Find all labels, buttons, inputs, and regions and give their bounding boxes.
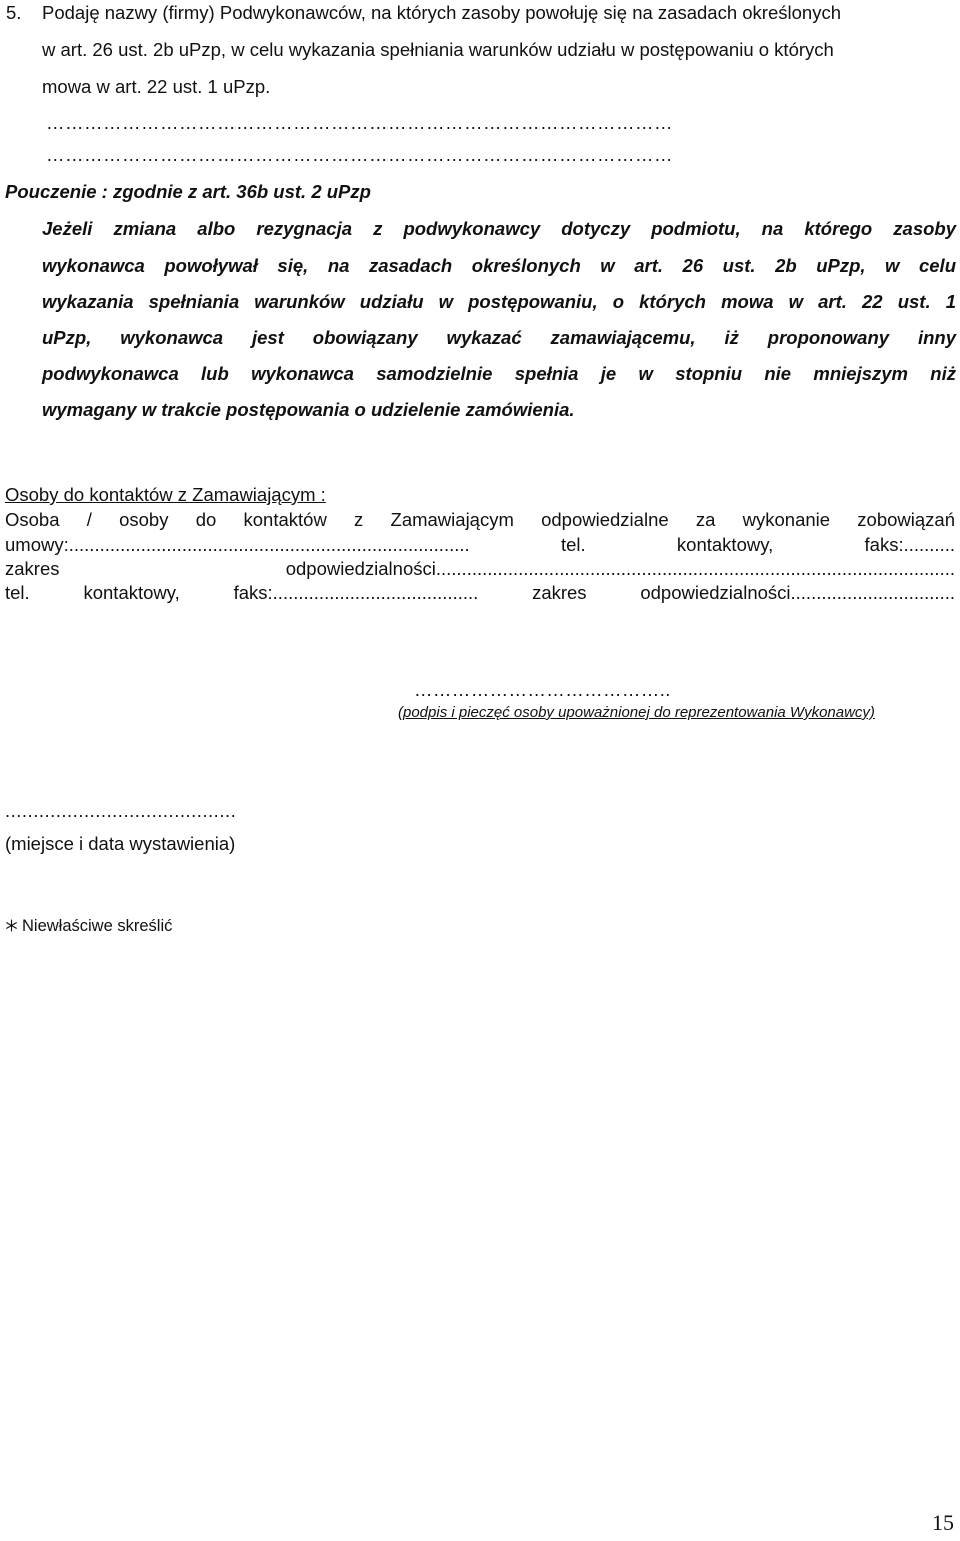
item-text-line: mowa w art. 22 ust. 1 uPzp. — [42, 76, 271, 97]
instruction-heading: Pouczenie : zgodnie z art. 36b ust. 2 uPzp — [5, 181, 371, 202]
instruction-line: podwykonawca lub wykonawca samodzielnie spełnia je w stopniu nie mniejszym niż — [42, 363, 956, 384]
contacts-line: zakres odpowiedzialności..................................................................................................... — [5, 558, 955, 579]
contacts-line: Osoba / osoby do kontaktów z Zamawiającym odpowiedzialne za wykonanie zobowiązań — [5, 509, 955, 530]
contacts-line: umowy:.............................................................................. tel. kontaktowy, faks:.......... — [5, 534, 955, 555]
item-text-line: Podaję nazwy (firmy) Podwykonawców, na których zasoby powołuję się na zasadach określonych — [42, 2, 841, 23]
footnote-text: Niewłaściwe skreślić — [22, 917, 173, 935]
instruction-line: wykonawca powoływał się, na zasadach określonych w art. 26 ust. 2b uPzp, w celu — [42, 255, 956, 276]
fill-in-dotted-line: ……………………………………………………………………………………… — [46, 144, 673, 165]
signature-dotted-line: ………………………………….. — [414, 679, 671, 700]
instruction-line: wymagany w trakcie postępowania o udzielenie zamówienia. — [42, 399, 575, 420]
page-number: 15 — [932, 1510, 954, 1535]
instruction-line: wykazania spełniania warunków udziału w postępowaniu, o których mowa w art. 22 ust. 1 — [42, 291, 956, 312]
contacts-heading: Osoby do kontaktów z Zamawiającym : — [5, 484, 326, 505]
instruction-line: uPzp, wykonawca jest obowiązany wykazać zamawiającemu, iż proponowany inny — [42, 327, 956, 348]
place-date-caption: (miejsce i data wystawienia) — [5, 833, 236, 854]
fill-in-dotted-line: ……………………………………………………………………………………… — [46, 112, 673, 133]
item-text-line: w art. 26 ust. 2b uPzp, w celu wykazania spełniania warunków udziału w postępowaniu o których — [42, 39, 834, 60]
footnote — [5, 917, 172, 936]
asterisk-icon — [5, 918, 18, 931]
instruction-line: Jeżeli zmiana albo rezygnacja z podwykonawcy dotyczy podmiotu, na którego zasoby — [42, 218, 956, 239]
place-date-dotted-line: ......................................... — [5, 800, 237, 821]
item-number: 5. — [6, 2, 22, 23]
signature-caption: (podpis i pieczęć osoby upoważnionej do reprezentowania Wykonawcy) — [398, 704, 875, 721]
contacts-line: tel. kontaktowy, faks:........................................ zakres odpowiedzialności................................ — [5, 582, 955, 603]
